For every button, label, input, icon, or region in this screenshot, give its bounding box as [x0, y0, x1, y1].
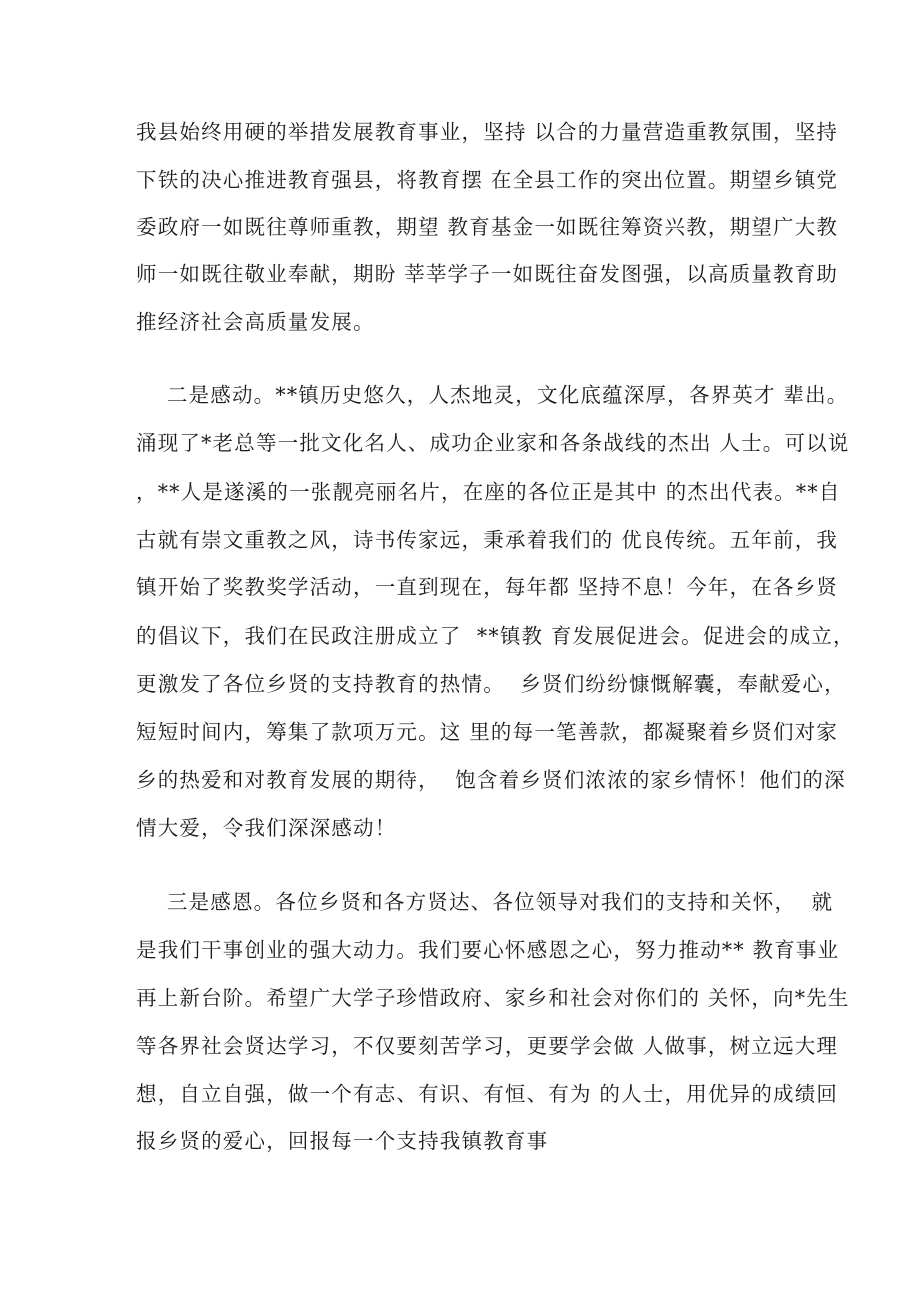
text-line: 更激发了各位乡贤的支持教育的热情。 乡贤们纷纷慷慨解囊，奉献爱心， [136, 672, 846, 696]
text-line: 镇开始了奖教奖学活动，一直到现在，每年都 坚持不息！今年，在各乡贤 [136, 575, 839, 599]
text-line: 短短时间内，筹集了款项万元。这 里的每一笔善款，都凝聚着乡贤们对家 [136, 720, 839, 744]
text-line: 二是感动。**镇历史悠久，人杰地灵，文化底蕴深厚，各界英才 辈出。 [136, 383, 849, 407]
text-line: 等各界社会贤达学习，不仅要刻苦学习，更要学会做 人做事，树立远大理 [136, 1034, 839, 1058]
text-line: 涌现了*老总等一批文化名人、成功企业家和各条战线的杰出 人士。可以说 [136, 431, 850, 455]
text-line: 想，自立自强，做一个有志、有识、有恒、有为 的人士，用优异的成绩回 [136, 1082, 839, 1106]
text-line: 委政府一如既往尊师重教，期望 教育基金一如既往筹资兴教，期望广大教 [136, 215, 839, 239]
text-line: 是我们干事创业的强大动力。我们要心怀感恩之心，努力推动** 教育事业 [136, 938, 840, 962]
text-line: 推经济社会高质量发展。 [136, 310, 375, 334]
text-line: 再上新台阶。希望广大学子珍惜政府、家乡和社会对你们的 关怀，向*先生 [136, 986, 850, 1010]
text-line: 古就有崇文重教之风，诗书传家远，秉承着我们的 优良传统。五年前，我 [136, 528, 839, 552]
text-line: 情大爱，令我们深深感动！ [136, 816, 397, 840]
text-line: 乡的热爱和对教育发展的期待， 饱含着乡贤们浓浓的家乡情怀！他们的深 [136, 768, 846, 792]
text-line: 下铁的决心推进教育强县，将教育摆 在全县工作的突出位置。期望乡镇党 [136, 168, 839, 192]
text-line: 三是感恩。各位乡贤和各方贤达、各位领导对我们的支持和关怀， 就 [136, 890, 834, 914]
text-line: 师一如既往敬业奉献，期盼 莘莘学子一如既往奋发图强，以高质量教育助 [136, 262, 839, 286]
text-line: 的倡议下，我们在民政注册成立了 **镇教 育发展促进会。促进会的成立， [136, 624, 855, 648]
text-line: 我县始终用硬的举措发展教育事业，坚持 以合的力量营造重教氛围，坚持 [136, 120, 839, 144]
text-line: 报乡贤的爱心，回报每一个支持我镇教育事 [136, 1129, 549, 1153]
text-line: ，**人是遂溪的一张靓亮丽名片，在座的各位正是其中 的杰出代表。**自 [136, 480, 841, 504]
